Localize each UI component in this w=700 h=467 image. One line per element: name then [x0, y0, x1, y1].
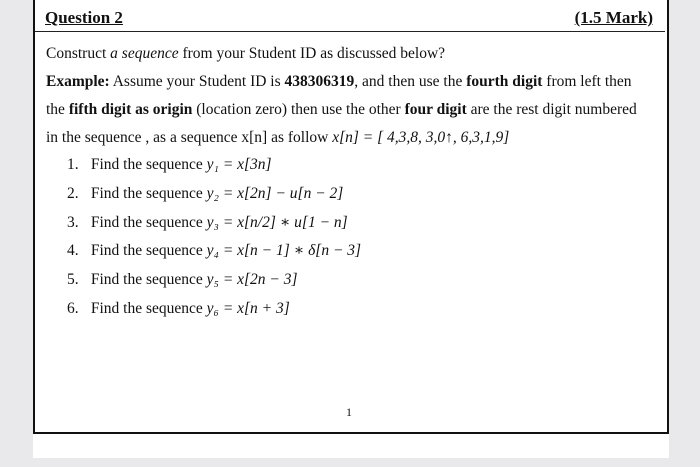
- example-text-2: , and then use the: [354, 73, 467, 90]
- task-list: [67, 151, 627, 324]
- task-expression: y₂ = x[2n] − u[n − 2]: [206, 184, 344, 202]
- intro-text-1: Construct: [46, 45, 111, 62]
- intro-emphasis: a sequence: [110, 45, 179, 62]
- header-divider: [35, 31, 665, 32]
- example-text-1: Assume your Student ID is: [109, 73, 285, 90]
- example-text-6: are the rest digit numbered: [466, 101, 637, 118]
- example-line-2: [46, 96, 658, 124]
- task-expression: y₄ = x[n − 1] ∗ δ[n − 3]: [206, 242, 362, 260]
- list-item: [67, 295, 627, 324]
- example-text-4: the: [46, 101, 69, 118]
- task-text: Find the sequence: [90, 184, 207, 202]
- task-expression: y₁ = x[3n]: [206, 156, 272, 173]
- task-number: 3.: [67, 213, 79, 231]
- list-item: [67, 266, 627, 295]
- example-student-id: 438306319: [284, 73, 355, 90]
- example-four-digit: four digit: [404, 101, 467, 118]
- example-line-3: [46, 124, 658, 152]
- example-text-7: in the sequence , as a sequence x[n] as follow: [46, 129, 333, 146]
- page-number: 1: [346, 405, 352, 419]
- task-text: Find the sequence: [90, 271, 207, 289]
- list-item: [67, 237, 627, 266]
- task-number: 1.: [67, 156, 79, 173]
- task-text: Find the sequence: [90, 156, 207, 173]
- example-line-1: [46, 68, 658, 96]
- task-text: Find the sequence: [90, 213, 207, 231]
- task-text: Find the sequence: [90, 242, 207, 260]
- example-text-3: from left then: [542, 73, 632, 90]
- list-item: [67, 151, 627, 180]
- example-fifth-digit: fifth digit as origin: [68, 101, 193, 118]
- task-number: 2.: [67, 184, 79, 202]
- example-sequence: x[n] = [ 4,3,8, 3,0↑, 6,3,1,9]: [332, 129, 510, 146]
- example-label: Example:: [46, 73, 110, 90]
- list-item: [67, 180, 627, 209]
- example-text-5: (location zero) then use the other: [192, 101, 405, 118]
- intro-text-2: from your Student ID as discussed below?: [178, 45, 446, 62]
- list-item: [67, 209, 627, 238]
- question-marks: (1.5 Mark): [574, 8, 653, 27]
- task-expression: y₅ = x[2n − 3]: [206, 271, 298, 289]
- task-expression: y₃ = x[n/2] ∗ u[1 − n]: [206, 213, 348, 231]
- question-body: [46, 40, 658, 152]
- task-expression: y₆ = x[n + 3]: [206, 299, 290, 317]
- intro-line: [46, 40, 658, 68]
- example-fourth-digit: fourth digit: [466, 73, 543, 90]
- task-number: 6.: [67, 299, 79, 317]
- task-number: 4.: [67, 242, 79, 260]
- task-text: Find the sequence: [90, 299, 207, 317]
- question-title: Question 2: [45, 8, 123, 27]
- task-number: 5.: [67, 271, 79, 289]
